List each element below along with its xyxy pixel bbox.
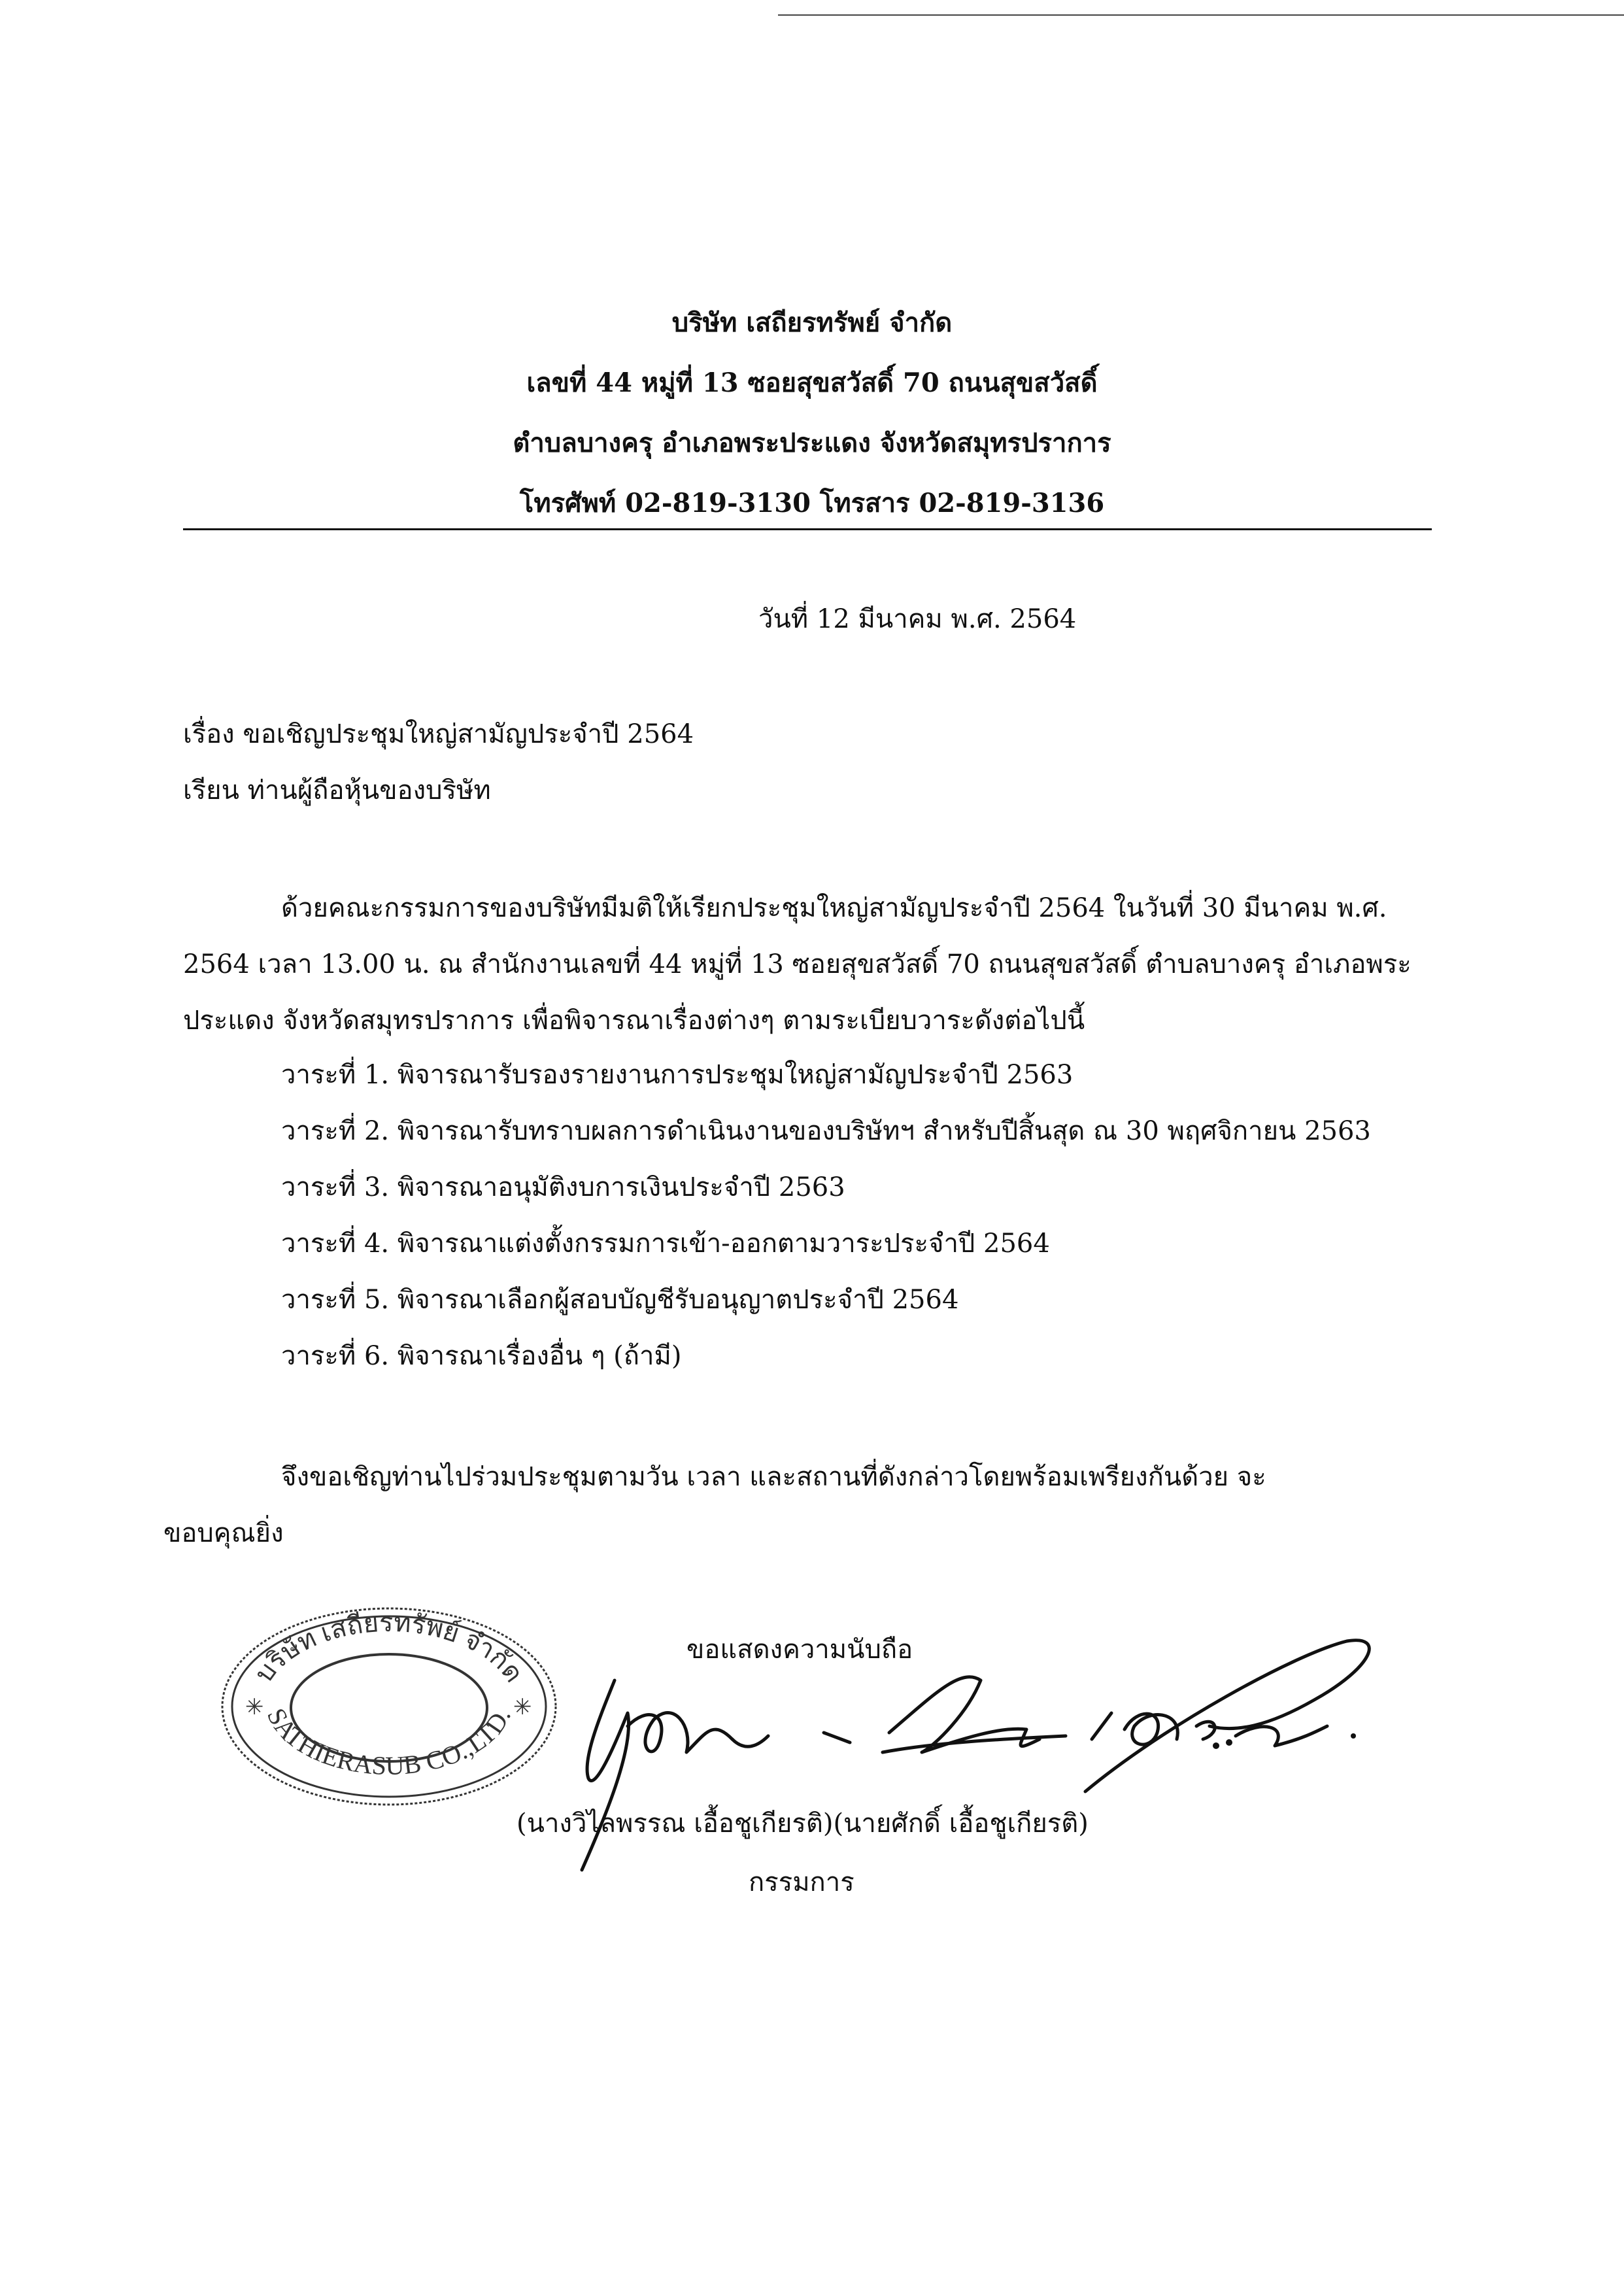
contact-line: โทรศัพท์ 02-819-3130 โทรสาร 02-819-3136 — [519, 488, 1105, 518]
company-name: บริษัท เสถียรทรัพย์ จำกัด — [671, 307, 953, 338]
company-seal — [216, 1595, 562, 1811]
seal-star-right-icon: ✳ — [513, 1694, 532, 1720]
agenda-list — [281, 1055, 1371, 1393]
signatory-title: กรรมการ — [749, 1867, 854, 1897]
letter-date: วันที่ 12 มีนาคม พ.ศ. 2564 — [758, 604, 1077, 634]
agenda-item: วาระที่ 1. พิจารณารับรองรายงานการประชุมใหญ่สามัญประจำปี 2563 — [281, 1060, 1074, 1090]
seal-star-left-icon: ✳ — [245, 1694, 264, 1720]
agenda-item: วาระที่ 2. พิจารณารับทราบผลการดำเนินงานของบริษัทฯ สำหรับปีสิ้นสุด ณ 30 พฤศจิกายน 2563 — [281, 1116, 1371, 1146]
address-line-2: ตำบลบางครุ อำเภอพระประแดง จังหวัดสมุทรปราการ — [513, 428, 1111, 458]
letter-subject: เรื่อง ขอเชิญประชุมใหญ่สามัญประจำปี 2564 — [183, 719, 694, 749]
closing-line-2: ขอบคุณยิ่ง — [163, 1518, 284, 1548]
agenda-item: วาระที่ 5. พิจารณาเลือกผู้สอบบัญชีรับอนุญาตประจำปี 2564 — [281, 1285, 959, 1315]
agenda-item: วาระที่ 4. พิจารณาแต่งตั้งกรรมการเข้า-ออกตามวาระประจำปี 2564 — [281, 1229, 1050, 1259]
letterhead — [0, 293, 1624, 534]
address-line-1: เลขที่ 44 หมู่ที่ 13 ซอยสุขสวัสดิ์ 70 ถนนสุขสวัสดิ์ — [526, 367, 1098, 398]
letter-recipient: เรียน ท่านผู้ถือหุ้นของบริษัท — [183, 775, 491, 806]
handwritten-signatures — [543, 1615, 1386, 1890]
closing-line-1: จึงขอเชิญท่านไปร่วมประชุมตามวัน เวลา และสถานที่ดังกล่าวโดยพร้อมเพรียงกันด้วย จะ — [281, 1462, 1266, 1492]
regards-text: ขอแสดงความนับถือ — [686, 1635, 913, 1665]
signatory-names: (นางวิไลพรรณ เอื้อชูเกียรติ)(นายศักดิ์ เอื้อชูเกียรติ) — [516, 1809, 1089, 1839]
header-divider — [183, 528, 1432, 530]
scan-edge-line — [778, 14, 1624, 16]
body-line-1: ด้วยคณะกรรมการของบริษัทมีมติให้เรียกประชุมใหญ่สามัญประจำปี 2564 ในวันที่ 30 มีนาคม พ.ศ. — [281, 893, 1387, 923]
agenda-item: วาระที่ 3. พิจารณาอนุมัติงบการเงินประจำปี 2563 — [281, 1172, 845, 1202]
seal-text-bottom: SATHIERASUB CO.,LTD. — [261, 1703, 516, 1781]
agenda-item: วาระที่ 6. พิจารณาเรื่องอื่น ๆ (ถ้ามี) — [281, 1341, 682, 1371]
body-line-2: 2564 เวลา 13.00 น. ณ สำนักงานเลขที่ 44 หมู่ที่ 13 ซอยสุขสวัสดิ์ 70 ถนนสุขสวัสดิ์ ตำบลบางครุ อำเภอพระ — [183, 949, 1412, 979]
seal-text-top: บริษัท เสถียรทรัพย์ จำกัด — [248, 1607, 530, 1688]
body-line-3: ประแดง จังหวัดสมุทรปราการ เพื่อพิจารณาเรื่องต่างๆ ตามระเบียบวาระดังต่อไปนี้ — [183, 1006, 1085, 1036]
